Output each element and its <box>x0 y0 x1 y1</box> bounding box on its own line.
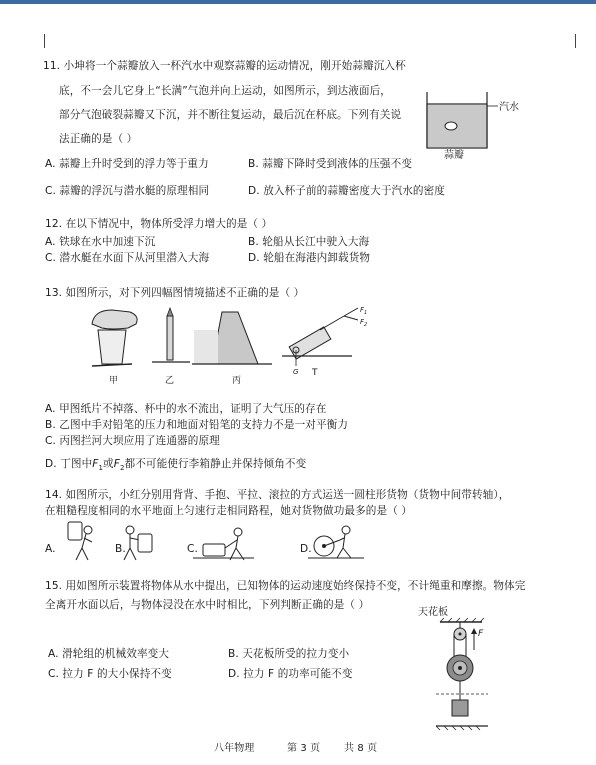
q13-ding-handle <box>320 316 344 330</box>
q13-label-yi: 乙 <box>165 376 175 386</box>
q13-label-jia: 甲 <box>109 376 119 386</box>
top-edge-bar <box>0 0 596 4</box>
q13-fig-bing <box>192 312 272 364</box>
q11-label-soda: 汽水 <box>499 102 519 113</box>
q15-figure-pulley <box>418 606 528 734</box>
q13-ding-g-label: G <box>293 368 299 376</box>
q12-option-d: D. 轮船在海港内卸载货物 <box>248 252 371 264</box>
q11-garlic-clove <box>445 122 457 130</box>
q13-jia-cup <box>98 330 126 364</box>
q13-option-d: D. 丁图中$F_1$或$F_2$都不可能使行李箱静止并保持倾角不变 <box>45 458 307 473</box>
q14-option-b-letter: B. <box>115 543 126 555</box>
q13-label-ding: T <box>312 368 318 378</box>
footer-total-pages: 共 8 页 <box>344 743 378 754</box>
q13-fig-ding <box>282 306 367 376</box>
q14-option-a-letter: A. <box>45 543 56 555</box>
q11-stem-line1: 11. 小坤将一个蒜瓣放入一杯汽水中观察蒜瓣的运动情况，刚开始蒜瓣沉入杯 <box>43 60 406 72</box>
q11-label-garlic: 蒜瓣 <box>444 150 464 161</box>
q13-yi-pencil <box>167 316 173 360</box>
q15-option-a: A. 滑轮组的机械效率变大 <box>48 648 170 660</box>
q13-yi-pencil-tip <box>167 308 173 316</box>
binding-mark-left <box>44 34 45 48</box>
q11-option-c: C. 蒜瓣的浮沉与潜水艇的原理相同 <box>45 185 210 197</box>
q12-option-c: C. 潜水艇在水面下从河里潜入大海 <box>45 252 210 264</box>
q14-option-d-letter: D. <box>300 543 312 555</box>
q15-stem-line1: 15. 用如图所示装置将物体从水中提出，已知物体的运动速度始终保持不变，不计绳重和摩擦。物体完 <box>45 580 526 592</box>
q14-fig-b-hug <box>124 526 152 560</box>
q14-a-cylinder <box>68 522 82 540</box>
q14-a-head <box>84 526 92 534</box>
q14-b-head <box>126 526 134 534</box>
q15-stem-line2: 全离开水面以后，与物体浸没在水中时相比，下列判断正确的是（ ） <box>45 599 370 611</box>
q14-fig-c-pull <box>193 528 254 560</box>
q11-figure-soda-cup <box>420 86 530 161</box>
q14-b-cylinder <box>138 534 152 552</box>
q11-stem-line2: 底，不一会儿它身上“长满”气泡并向上运动，如图所示，到达液面后， <box>59 85 391 97</box>
q13-bing-dam <box>212 312 258 364</box>
q14-option-c-letter: C. <box>187 543 198 555</box>
q13-ding-f1-arrow <box>344 308 358 316</box>
q13-stem: 13. 如图所示，对下列四幅图情境描述不正确的是（ ） <box>45 287 305 299</box>
q13-option-c: C. 丙图拦河大坝应用了连通器的原理 <box>45 435 220 447</box>
q11-stem-line4: 法正确的是（ ） <box>59 133 138 145</box>
q14-c-cylinder <box>203 544 225 556</box>
q13-jia-hand <box>92 310 137 329</box>
q15-option-d: D. 拉力 F 的功率可能不变 <box>228 668 353 680</box>
q15-fixed-pulley-axle <box>459 633 462 636</box>
q14-stem-line2: 在粗糙程度相同的水平地面上匀速行走相同路程，她对货物做功最多的是（ ） <box>45 505 413 517</box>
q15-option-c: C. 拉力 F 的大小保持不变 <box>48 668 172 680</box>
q13-bing-water <box>194 330 218 364</box>
q13-option-b: B. 乙图中手对铅笔的压力和地面对铅笔的支持力不是一对平衡力 <box>45 419 349 431</box>
q12-option-b: B. 轮船从长江中驶入大海 <box>248 236 370 248</box>
q14-c-body <box>225 536 244 560</box>
q13-ding-f2-label: $F_2$ <box>360 318 368 328</box>
q14-fig-a-carry-back <box>68 522 92 560</box>
q15-movable-pulley-axle <box>458 666 462 670</box>
q12-stem: 12. 在以下情况中，物体所受浮力增大的是（ ） <box>45 218 273 230</box>
q15-force-arrowhead <box>471 628 477 634</box>
footer-subject: 八年物理 <box>214 743 255 754</box>
q14-stem-line1: 14. 如图所示，小红分别用背背、手抱、平拉、滚拉的方式运送一圆柱形货物（货物中间带转轴）， <box>45 489 510 501</box>
q13-fig-jia <box>92 310 137 366</box>
q12-option-a: A. 铁球在水中加速下沉 <box>45 236 156 248</box>
q13-jia-paper <box>92 364 132 366</box>
q14-figure-row <box>58 520 378 564</box>
q14-d-head <box>342 526 350 534</box>
q13-figure-row <box>82 306 382 386</box>
q14-fig-d-roll <box>308 526 364 558</box>
q11-option-b: B. 蒜瓣下降时受到液体的压强不变 <box>248 158 413 170</box>
q13-ding-f1-label: $F_1$ <box>360 306 368 316</box>
binding-mark-right <box>575 34 576 48</box>
q13-fig-yi <box>152 308 190 362</box>
q15-force-label: F <box>478 629 484 639</box>
q13-option-a: A. 甲图纸片不掉落、杯中的水不流出，证明了大气压的存在 <box>45 403 327 415</box>
q13-label-bing: 丙 <box>232 376 242 386</box>
q13-ding-luggage <box>289 327 331 359</box>
q11-option-d: D. 放入杯子前的蒜瓣密度大于汽水的密度 <box>248 185 445 197</box>
q15-option-b: B. 天花板所受的拉力变小 <box>228 648 350 660</box>
q11-option-a: A. 蒜瓣上升时受到的浮力等于重力 <box>45 158 209 170</box>
q13-ding-f2-arrow <box>344 316 358 320</box>
footer-page-number: 第 3 页 <box>287 743 321 754</box>
q11-stem-line3: 部分气泡破裂蒜瓣又下沉，并不断往复运动，最后沉在杯底。下列有关说 <box>59 109 402 121</box>
q15-object-block <box>452 700 468 716</box>
q14-c-head <box>234 528 242 536</box>
q15-ceiling-label: 天花板 <box>418 607 448 618</box>
q14-d-body <box>337 534 351 558</box>
